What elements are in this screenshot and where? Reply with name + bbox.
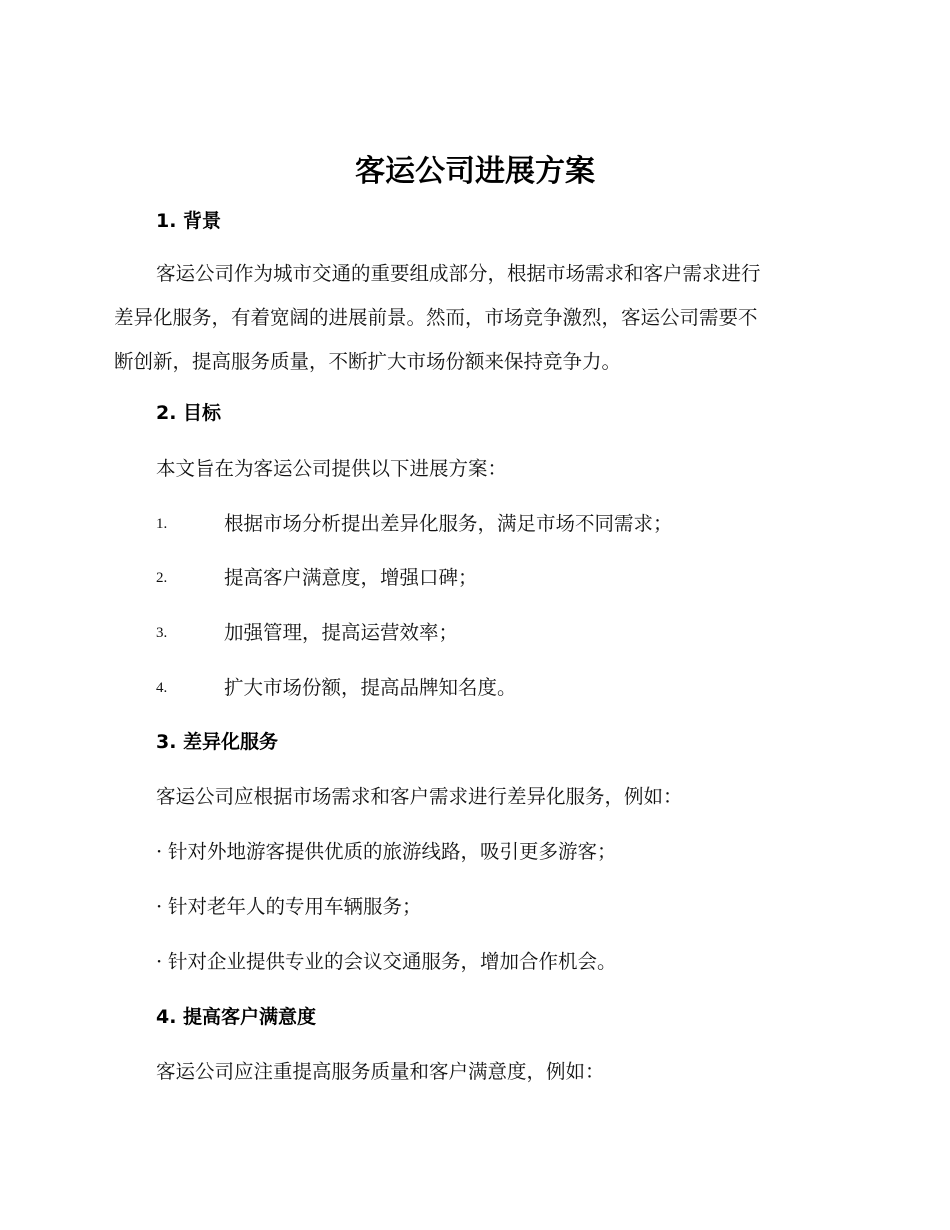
list-item-text: 提高客户满意度，增强口碑； — [224, 566, 478, 589]
list-item-number: 2. — [156, 570, 168, 586]
section-heading-goals: 2. 目标 — [156, 402, 222, 424]
service-intro: 客运公司应根据市场需求和客户需求进行差异化服务，例如： — [156, 785, 683, 808]
list-item-text: 根据市场分析提出差异化服务，满足市场不同需求； — [224, 512, 673, 535]
bullet-item — [156, 947, 617, 977]
paragraph-line: 客运公司作为城市交通的重要组成部分，根据市场需求和客户需求进行 — [156, 262, 761, 285]
bullet-item — [156, 892, 422, 922]
list-item-number: 4. — [156, 680, 168, 696]
bullet-text: 针对老年人的专用车辆服务； — [168, 895, 422, 918]
section-heading-differentiated-service: 3. 差异化服务 — [156, 731, 279, 753]
list-item-number: 1. — [156, 516, 168, 532]
list-item-text: 扩大市场份额，提高品牌知名度。 — [224, 676, 517, 699]
bullet-text: 针对外地游客提供优质的旅游线路，吸引更多游客； — [168, 840, 617, 863]
background-paragraph — [114, 252, 836, 384]
bullet-dot: · — [156, 840, 163, 863]
paragraph-line: 差异化服务，有着宽阔的进展前景。然而，市场竞争激烈，客运公司需要不 — [114, 306, 758, 329]
list-item-number: 3. — [156, 625, 168, 641]
paragraph-line: 断创新，提高服务质量，不断扩大市场份额来保持竞争力。 — [114, 350, 622, 373]
section-heading-background: 1. 背景 — [156, 210, 222, 232]
bullet-dot: · — [156, 895, 163, 918]
section-heading-customer-satisfaction: 4. 提高客户满意度 — [156, 1006, 317, 1028]
goals-intro: 本文旨在为客运公司提供以下进展方案： — [156, 457, 508, 480]
bullet-item — [156, 837, 617, 867]
bullet-dot: · — [156, 950, 163, 973]
document-title: 客运公司进展方案 — [355, 154, 595, 189]
satisfaction-intro: 客运公司应注重提高服务质量和客户满意度，例如： — [156, 1060, 605, 1083]
list-item-text: 加强管理，提高运营效率； — [224, 621, 459, 644]
bullet-text: 针对企业提供专业的会议交通服务，增加合作机会。 — [168, 950, 617, 973]
